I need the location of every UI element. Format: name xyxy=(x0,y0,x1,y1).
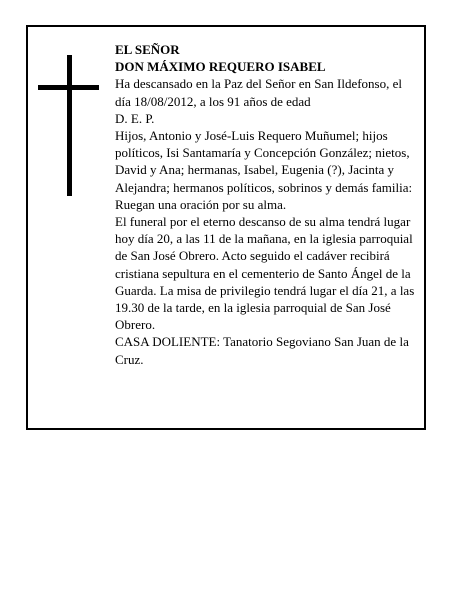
prayer-request: Ruegan una oración por su alma. xyxy=(115,196,287,212)
deceased-name: DON MÁXIMO REQUERO ISABEL xyxy=(115,59,326,75)
funeral-details: El funeral por el eterno descanso de su alma tendrá lugar hoy día 20, a las 11 de la mañana, en la iglesia parroquial de San José Obrero. Acto seguido el cadáver recibirá cristiana sepultura en el cementerio de Santo Ángel de la Guarda. La misa de privilegio tendrá lugar el día 21, a las 19.30 de la tarde, en la iglesia parroquial de San José Obrero. xyxy=(115,214,415,333)
family-list: Hijos, Antonio y José-Luis Requero Muñumel; hijos políticos, Isi Santamaría y Concepción González; nietos, David y Ana; hermanas, Isabel, Eugenia (?), Jacinta y Alejandra; hermanos políticos, sobrinos y demás familia: xyxy=(115,128,413,195)
cross-vertical-bar xyxy=(67,55,72,196)
dep: D. E. P. xyxy=(115,110,155,126)
death-announcement: Ha descansado en la Paz del Señor en San Ildefonso, el día 18/08/2012, a los 91 años de edad xyxy=(115,76,402,109)
obituary-text xyxy=(115,41,420,368)
deceased-title: EL SEÑOR xyxy=(115,42,180,57)
mourning-house: CASA DOLIENTE: Tanatorio Segoviano San Juan de la Cruz. xyxy=(115,334,409,367)
obituary-notice xyxy=(26,25,426,430)
cross-horizontal-bar xyxy=(38,85,99,90)
